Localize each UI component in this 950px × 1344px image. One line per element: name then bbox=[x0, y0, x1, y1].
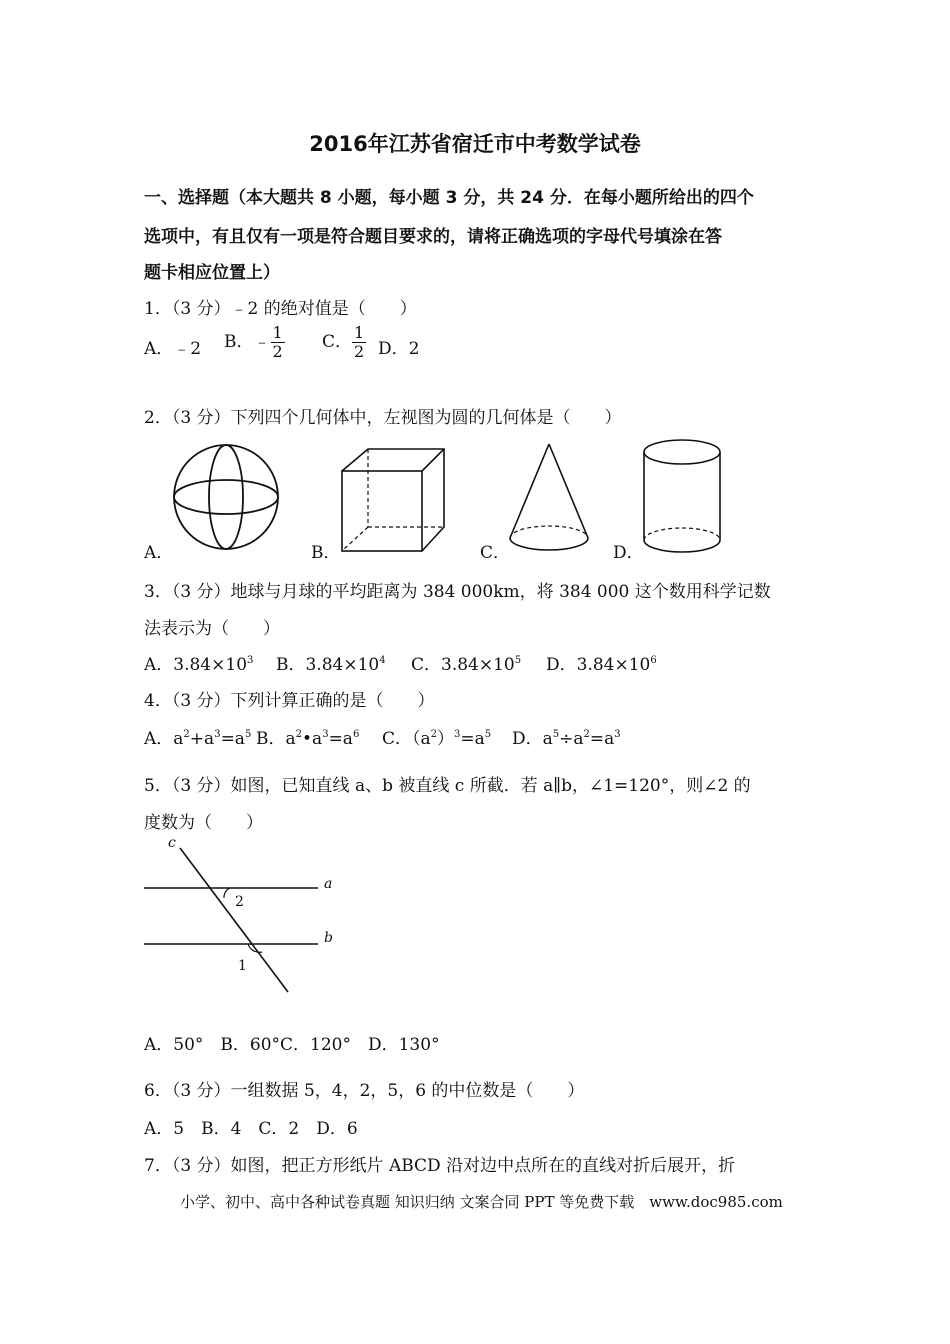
cube-figure bbox=[338, 445, 450, 557]
q1-option-b-fraction bbox=[271, 324, 285, 361]
q1-option-c-fraction bbox=[352, 324, 366, 361]
section-heading-line2: 选项中，有且仅有一项是符合题目要求的，请将正确选项的字母代号填涂在答 bbox=[144, 227, 722, 247]
q4-d-part: ÷a bbox=[559, 729, 584, 749]
section-heading-line1: 一、选择题（本大题共 8 小题，每小题 3 分，共 24 分．在每小题所给出的四个 bbox=[144, 188, 754, 208]
q4-c-part: ） bbox=[437, 729, 455, 749]
q1-stem: 1．（3 分）﹣2 的绝对值是（ ） bbox=[144, 299, 417, 319]
q3-d-base: D．3.84×10 bbox=[546, 655, 651, 675]
q3-option-c bbox=[411, 650, 521, 675]
q1-option-a: A．﹣2 bbox=[144, 339, 202, 359]
q4-stem: 4．（3 分）下列计算正确的是（ ） bbox=[144, 691, 435, 711]
q1-option-d: D．2 bbox=[378, 339, 420, 359]
q4-b-exp: 3 bbox=[322, 729, 329, 740]
angle-1-label: 1 bbox=[238, 958, 247, 974]
q2-option-a: A． bbox=[144, 543, 174, 563]
q3-stem-line1: 3．（3 分）地球与月球的平均距离为 384 000km，将 384 000 这个数用科学记数 bbox=[144, 582, 771, 602]
q4-d-exp: 5 bbox=[552, 729, 560, 740]
q3-a-exponent: 3 bbox=[247, 655, 254, 666]
q1-option-c bbox=[322, 324, 366, 361]
section-heading-line3: 题卡相应位置上） bbox=[144, 263, 280, 283]
q6-stem: 6．（3 分）一组数据 5，4，2，5，6 的中位数是（ ） bbox=[144, 1081, 585, 1101]
q4-d-part: D．a bbox=[512, 729, 553, 749]
q4-a-exp: 2 bbox=[183, 729, 190, 740]
q4-option-b bbox=[256, 724, 359, 749]
q4-b-exp: 2 bbox=[295, 729, 303, 740]
q3-stem-line2: 法表示为（ ） bbox=[144, 619, 280, 639]
q1-option-b-label: B． bbox=[224, 332, 254, 352]
q5-stem-line1: 5．（3 分）如图，已知直线 a、b 被直线 c 所截．若 a∥b，∠1=120°，则∠2 的 bbox=[144, 776, 751, 796]
q5-stem-line2: 度数为（ ） bbox=[144, 813, 263, 833]
line-c-label: c bbox=[168, 835, 176, 851]
q1-b-numerator: 1 bbox=[272, 323, 283, 342]
q6-options: A．5 B．4 C．2 D．6 bbox=[144, 1119, 358, 1139]
q4-option-d bbox=[512, 724, 621, 749]
q4-a-part: A．a bbox=[144, 729, 184, 749]
q4-b-part: •a bbox=[302, 729, 323, 749]
q4-b-exp: 6 bbox=[352, 729, 360, 740]
q1-option-c-label: C． bbox=[322, 332, 353, 352]
q1-option-b-sign: ﹣ bbox=[253, 332, 271, 352]
q4-a-exp: 3 bbox=[214, 729, 221, 740]
q4-c-exp: 5 bbox=[484, 729, 492, 740]
q3-option-a bbox=[144, 650, 253, 675]
q1-b-denominator: 2 bbox=[272, 342, 283, 361]
cylinder-figure bbox=[640, 436, 726, 558]
q4-option-c bbox=[382, 724, 491, 749]
q4-b-part: B．a bbox=[256, 729, 296, 749]
q4-d-exp: 3 bbox=[614, 729, 621, 740]
q7-stem: 7．（3 分）如图，把正方形纸片 ABCD 沿对边中点所在的直线对折后展开，折 bbox=[144, 1156, 736, 1176]
line-a-label: a bbox=[324, 876, 333, 892]
line-b-label: b bbox=[324, 930, 333, 946]
q5-options: A．50° B．60°C．120° D．130° bbox=[144, 1035, 440, 1055]
q3-c-exponent: 5 bbox=[514, 655, 522, 666]
q3-option-d bbox=[546, 650, 657, 675]
q2-option-d: D． bbox=[613, 543, 644, 563]
q4-option-a bbox=[144, 724, 251, 749]
q4-b-part: =a bbox=[328, 729, 353, 749]
q4-a-part: +a bbox=[189, 729, 215, 749]
q3-a-base: A．3.84×10 bbox=[144, 655, 248, 675]
q2-option-b: B． bbox=[311, 543, 341, 563]
q4-c-part: C．（a bbox=[382, 729, 431, 749]
sphere-figure bbox=[170, 440, 282, 555]
q1-option-b bbox=[224, 324, 285, 361]
q3-option-b bbox=[276, 650, 386, 675]
q4-c-exp: 3 bbox=[454, 729, 461, 740]
q3-d-exponent: 6 bbox=[650, 655, 657, 666]
q4-a-exp: 5 bbox=[244, 729, 252, 740]
q1-c-denominator: 2 bbox=[354, 342, 365, 361]
q4-c-part: =a bbox=[460, 729, 485, 749]
q3-b-base: B．3.84×10 bbox=[276, 655, 380, 675]
angle-2-label: 2 bbox=[235, 894, 244, 910]
q3-b-exponent: 4 bbox=[379, 655, 386, 666]
q4-d-exp: 2 bbox=[583, 729, 590, 740]
q4-a-part: =a bbox=[220, 729, 245, 749]
q4-d-part: =a bbox=[589, 729, 615, 749]
parallel-lines-figure bbox=[140, 834, 340, 996]
q4-c-exp: 2 bbox=[430, 729, 438, 740]
cone-figure bbox=[505, 440, 595, 558]
q2-option-c: C． bbox=[480, 543, 511, 563]
q3-c-base: C．3.84×10 bbox=[411, 655, 515, 675]
page-title: 2016年江苏省宿迁市中考数学试卷 bbox=[309, 132, 641, 156]
page-footer: 小学、初中、高中各种试卷真题 知识归纳 文案合同 PPT 等免费下载 www.doc985.com bbox=[180, 1193, 783, 1211]
q1-c-numerator: 1 bbox=[354, 323, 365, 342]
q2-stem: 2．（3 分）下列四个几何体中，左视图为圆的几何体是（ ） bbox=[144, 408, 622, 428]
